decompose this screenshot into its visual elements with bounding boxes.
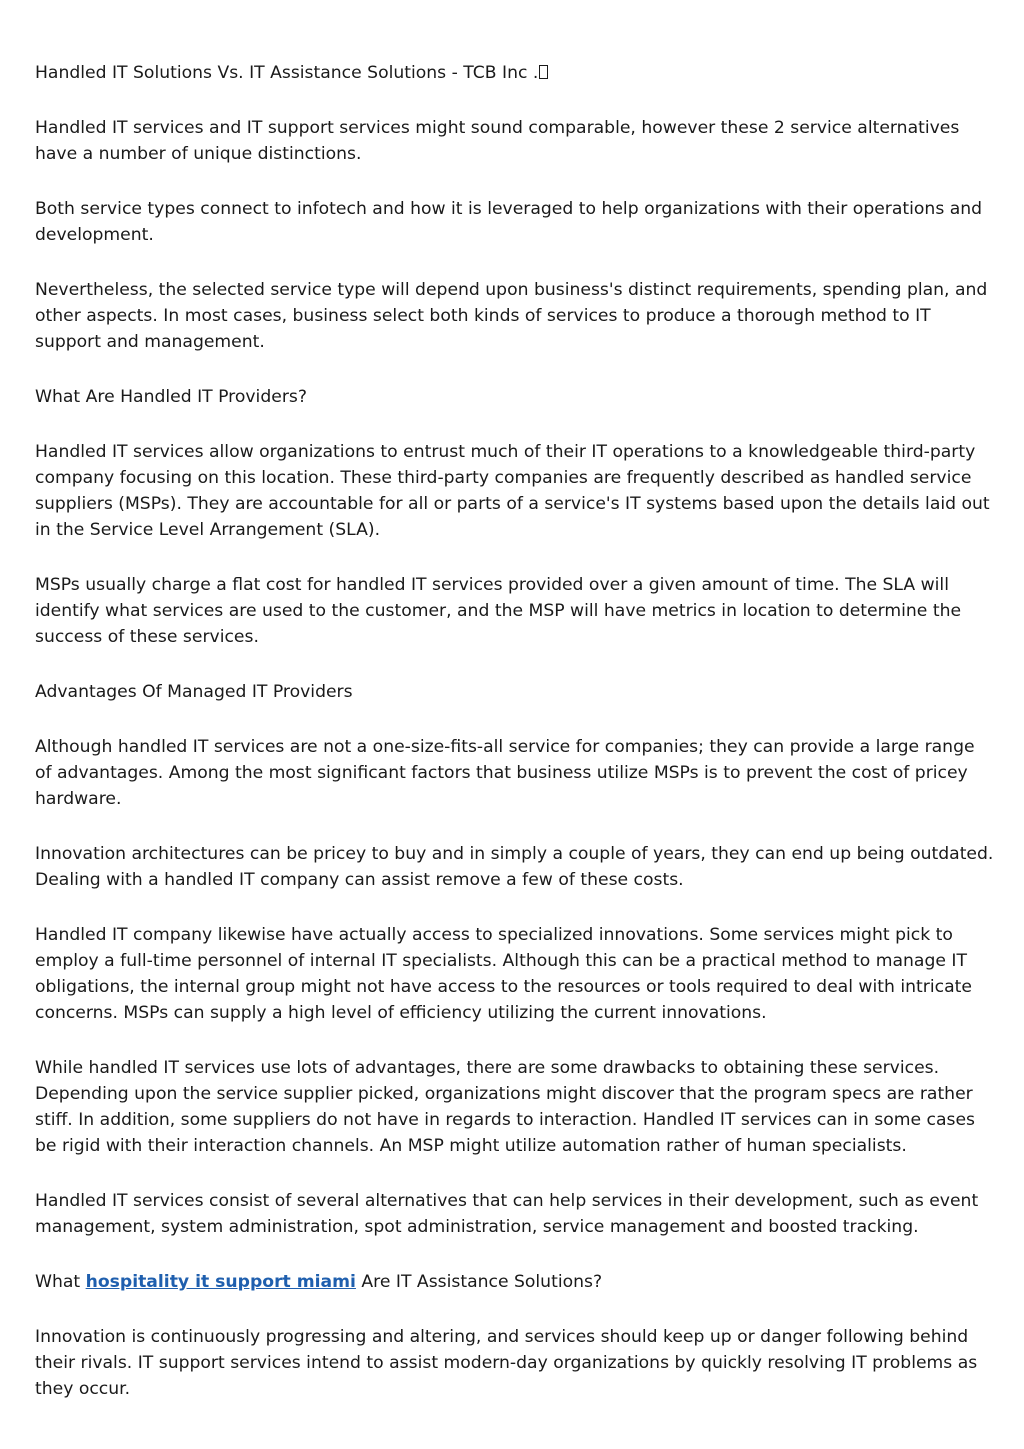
paragraph-service-alternatives: Handled IT services consist of several alternatives that can help services in their development, such as event management, system administration, spot administration, service management and boosted tracking. bbox=[35, 1191, 979, 1237]
paragraph-selection: Nevertheless, the selected service type will depend upon business's distinct requirements, spending plan, and other aspects. In most cases, business select both kinds of services to produce a thorough method to IT support and management. bbox=[35, 280, 988, 352]
paragraph-drawbacks: While handled IT services use lots of advantages, there are some drawbacks to obtaining these services. Depending upon the service supplier picked, organizations might discover that the program specs are rather stiff. In addition, some suppliers do not have in regards to interaction. Handled IT services can in some cases be rigid with their interaction channels. An MSP might utilize automation rather of human specialists. bbox=[35, 1058, 976, 1156]
heading-what-are-handled-it: What Are Handled IT Providers? bbox=[35, 387, 307, 407]
missing-glyph-icon bbox=[539, 65, 548, 79]
heading-it-assistance-after: Are IT Assistance Solutions? bbox=[355, 1272, 603, 1292]
heading-advantages: Advantages Of Managed IT Providers bbox=[35, 682, 353, 702]
paragraph-msp-pricing: MSPs usually charge a flat cost for handled IT services provided over a given amount of time. The SLA will identify what services are used to the customer, and the MSP will have metrics in location to determine the success of these services. bbox=[35, 575, 962, 647]
hospitality-it-support-link[interactable]: hospitality it support miami bbox=[85, 1272, 356, 1292]
document-title-text: Handled IT Solutions Vs. IT Assistance Solutions - TCB Inc . bbox=[35, 63, 539, 83]
paragraph-specialized-innovations: Handled IT company likewise have actually access to specialized innovations. Some services might pick to employ a full-time personnel of internal IT specialists. Although this can be a practical method to manage IT obligations, the internal group might not have access to the resources or tools required to deal with intricate concerns. MSPs can supply a high level of efficiency utilizing the current innovations. bbox=[35, 925, 972, 1023]
paragraph-architecture-costs: Innovation architectures can be pricey to buy and in simply a couple of years, they can end up being outdated. Dealing with a handled IT company can assist remove a few of these costs. bbox=[35, 844, 994, 890]
paragraph-advantages-intro: Although handled IT services are not a one-size-fits-all service for companies; they can provide a large range of advantages. Among the most significant factors that business utilize MSPs is to prevent the cost of pricey hardware. bbox=[35, 737, 975, 809]
paragraph-innovation: Innovation is continuously progressing and altering, and services should keep up or danger following behind their rivals. IT support services intend to assist modern-day organizations by quickly resolving IT problems as they occur. bbox=[35, 1327, 978, 1399]
heading-it-assistance-before: What bbox=[35, 1272, 86, 1292]
paragraph-intro: Handled IT services and IT support services might sound comparable, however these 2 service alternatives have a number of unique distinctions. bbox=[35, 118, 960, 164]
document-body bbox=[35, 60, 995, 1431]
paragraph-handled-it-definition: Handled IT services allow organizations to entrust much of their IT operations to a knowledgeable third-party company focusing on this location. These third-party companies are frequently described as handled service suppliers (MSPs). They are accountable for all or parts of a service's IT systems based upon the details laid out in the Service Level Arrangement (SLA). bbox=[35, 442, 990, 540]
paragraph-service-types: Both service types connect to infotech and how it is leveraged to help organizations with their operations and development. bbox=[35, 199, 983, 245]
heading-it-assistance bbox=[35, 1269, 995, 1295]
document-title bbox=[35, 60, 995, 86]
